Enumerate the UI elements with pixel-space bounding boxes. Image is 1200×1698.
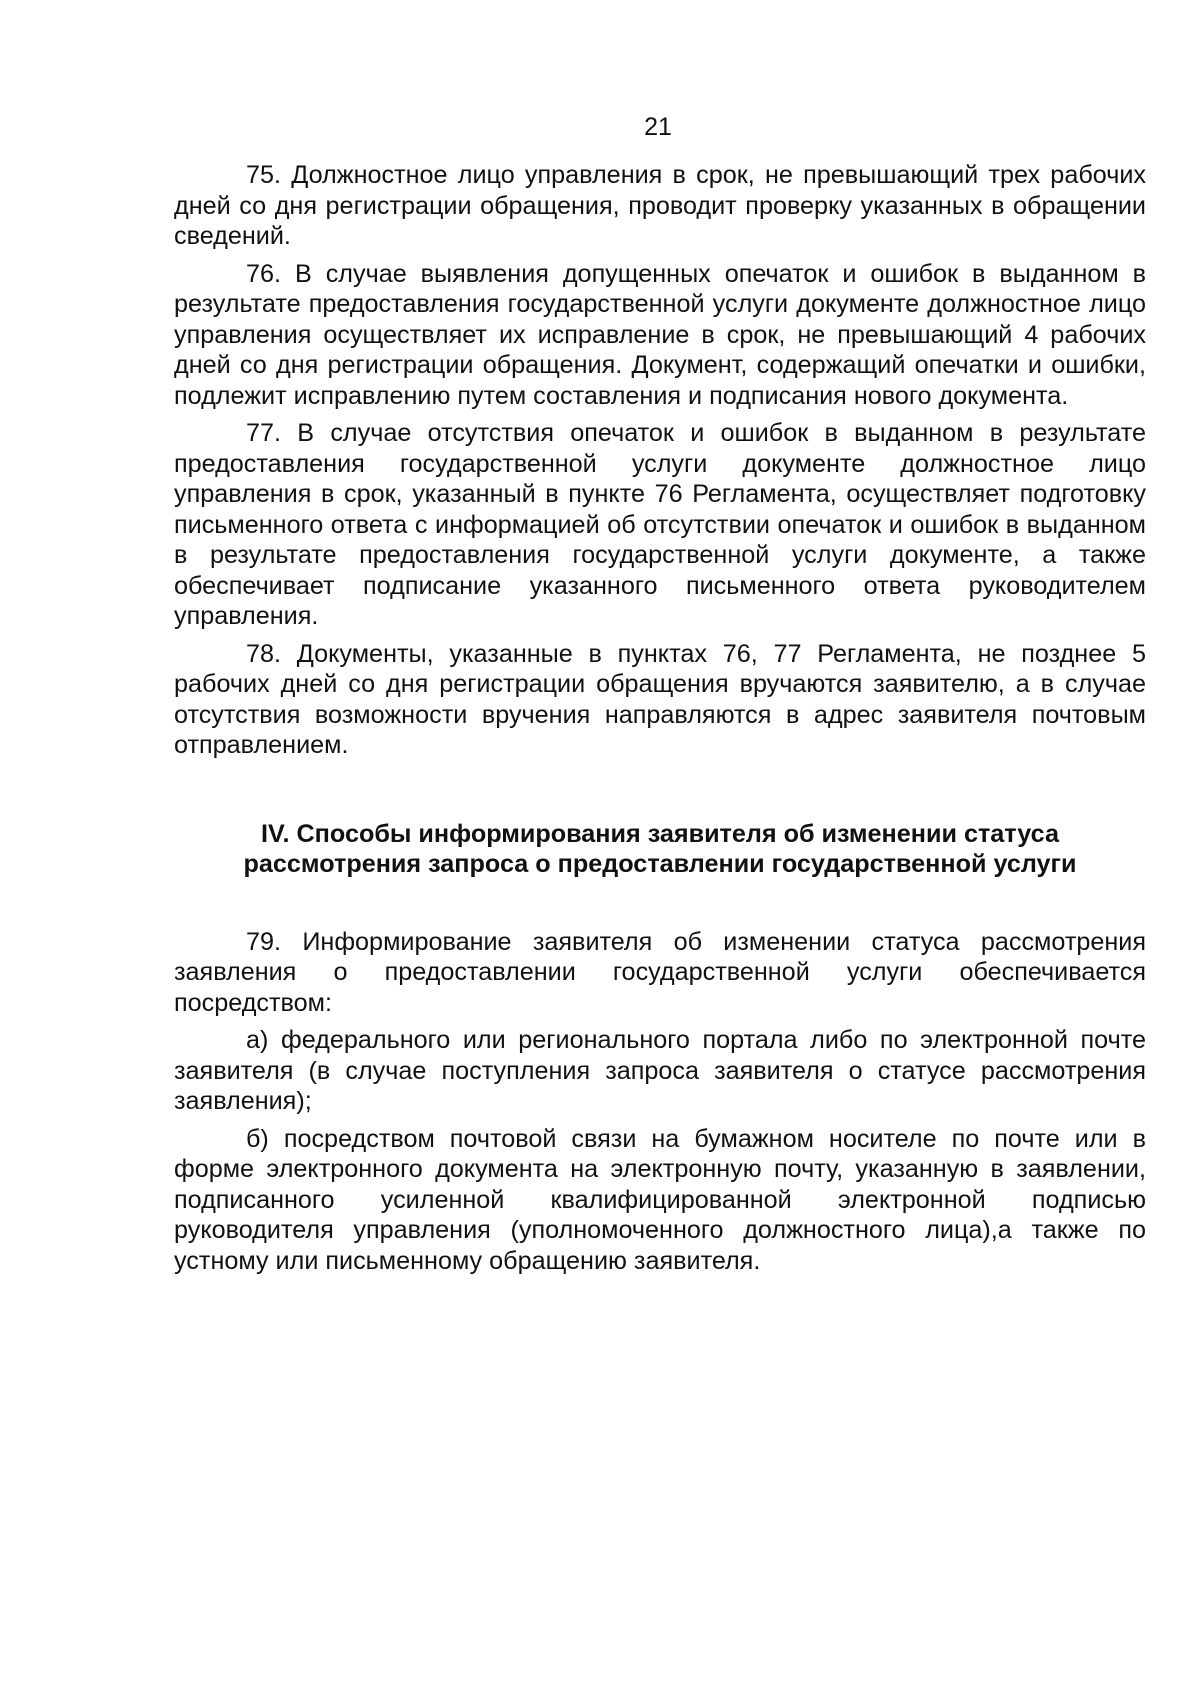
paragraph-77: 77. В случае отсутствия опечаток и ошибок в выданном в результате предоставления государственной услуги документе должностное лицо управления в срок, указанный в пункте 76 Регламента, осуществляет подготовку письменного ответа с информацией об отсутствии опечаток и ошибок в выданном в результате предоставления государственной услуги документе, а также обеспечивает подписание указанного письменного ответа руководителем управления. [174, 419, 1146, 630]
paragraph-79-a: а) федерального или регионального портала либо по электронной почте заявителя (в случае поступления запроса заявителя о статусе рассмотрения заявления); [174, 1026, 1146, 1115]
paragraph-75: 75. Должностное лицо управления в срок, не превышающий трех рабочих дней со дня регистрации обращения, проводит проверку указанных в обращении сведений. [174, 161, 1146, 250]
page-number: 21 [644, 113, 672, 141]
section-heading-line-1: IV. Способы информирования заявителя об изменении статуса [261, 819, 1059, 848]
paragraph-79: 79. Информирование заявителя об изменении статуса рассмотрения заявления о предоставлении государственной услуги обеспечивается посредством: [174, 927, 1146, 1017]
section-heading-line-2: рассмотрения запроса о предоставлении государственной услуги [243, 850, 1077, 878]
section-heading [174, 819, 1146, 880]
document-body [174, 160, 1146, 1283]
paragraph-79-b: б) посредством почтовой связи на бумажном носителе по почте или в форме электронного документа на электронную почту, указанную в заявлении, подписанного усиленной квалифицированной электронной подписью руководителя управления (уполномоченного должностного лица),а также по устному или письменному обращению заявителя. [174, 1124, 1146, 1275]
paragraph-76: 76. В случае выявления допущенных опечаток и ошибок в выданном в результате предоставления государственной услуги документе должностное лицо управления осуществляет их исправление в срок, не превышающий 4 рабочих дней со дня регистрации обращения. Документ, содержащий опечатки и ошибки, подлежит исправлению путем составления и подписания нового документа. [174, 259, 1146, 410]
paragraph-78: 78. Документы, указанные в пунктах 76, 77 Регламента, не позднее 5 рабочих дней со дня регистрации обращения вручаются заявителю, а в случае отсутствия возможности вручения направляются в адрес заявителя почтовым отправлением. [174, 639, 1146, 759]
